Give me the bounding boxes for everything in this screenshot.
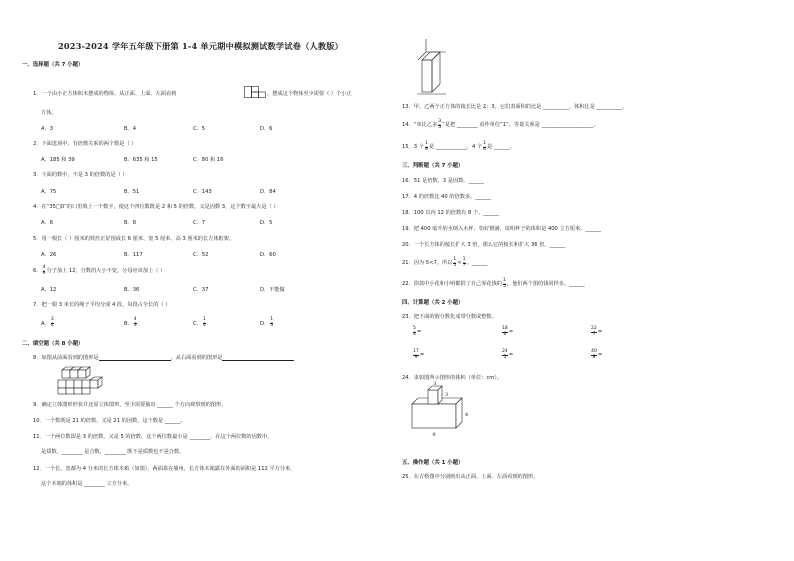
section-heading-calc: 四、计算题（共 2 小题） bbox=[402, 300, 464, 306]
q2-option-c[interactable]: C．80 和 16 bbox=[193, 157, 224, 163]
question-12-text: 12．一个长、宽都为 4 分米的长方体木箱（如图），两面靠在墙角，长方体木箱露在外面的面积是 112 平方分米， bbox=[33, 466, 296, 472]
q24-label-top: 3 bbox=[433, 381, 437, 387]
question-13-text: 13．甲、乙两个正方体的棱长比是 2：3，它们表面积的比是 __________，体积比是 __________。 bbox=[402, 104, 628, 110]
q3-option-a[interactable]: A．75 bbox=[41, 189, 57, 195]
question-1-text-end: 方体。 bbox=[41, 110, 57, 116]
question-7-text: 7．把一根 3 米长的绳子平均分成 4 段，每段占全长的（ ） bbox=[33, 302, 171, 308]
question-6-text: 6． $\frac{4}{9}$ 分子加上 12，分数的大小不变，分母应该加上（ ） bbox=[33, 265, 166, 276]
q23-item-6: $\frac{40}{8}$ = bbox=[591, 349, 603, 360]
section-heading-judge: 三、判断题（共 7 小题） bbox=[402, 163, 464, 169]
question-3-text: 3．下面的数中，不是 3 的倍数的是（ ） bbox=[33, 172, 128, 178]
question-17-text: 17．4 的倍数比 40 的倍数多。______ bbox=[402, 194, 491, 200]
q6-option-b[interactable]: B．36 bbox=[124, 287, 140, 293]
section-heading-fill: 二、填空题（共 8 小题） bbox=[22, 341, 84, 347]
q5-option-b[interactable]: B．117 bbox=[124, 252, 143, 258]
q23-item-2: $\frac{18}{6}$ = bbox=[502, 326, 514, 337]
q1-option-a[interactable]: A．3 bbox=[41, 126, 54, 132]
q5-option-c[interactable]: C．52 bbox=[193, 252, 209, 258]
q7-option-b[interactable]: B． $\frac{4}{3}$ bbox=[124, 317, 137, 328]
question-24-text: 24．求如图所示图形的体积（单位：cm）。 bbox=[402, 375, 503, 381]
q2-option-a[interactable]: A．185 和 39 bbox=[41, 157, 75, 163]
q1-option-c[interactable]: C．5 bbox=[193, 126, 206, 132]
question-22-text: 22．捐款中小花和小明都捐了自己零花钱的 $\frac{1}{5}$ ，他们两个捐的钱同样多。______ bbox=[402, 278, 585, 289]
question-11-text: 11．一个两位数即是 3 的倍数，又是 5 的倍数，这个两位数最小是 ________，在这个两位数的因数中， bbox=[33, 434, 273, 440]
question-21-text: 21．因为 5<7，所以 $\frac{1}{5}$ < $\frac{1}{7}$ 。______ bbox=[402, 257, 488, 268]
question-25-text: 25．在方格图中分别画出从正面、上面、左面看到的图形。 bbox=[402, 474, 539, 480]
q23-item-5: $\frac{24}{5}$ = bbox=[502, 349, 514, 360]
question-4-text: 4．在“35□0”的口里填上一个数字，使这个四位数既是 2 和 5 的倍数，又是因数 3，这个数字最大是（ ） bbox=[33, 204, 279, 210]
q12-box-corner-figure bbox=[416, 38, 450, 98]
q7-option-a[interactable]: A． $\frac{3}{4}$ bbox=[41, 317, 54, 328]
q4-option-b[interactable]: B．8 bbox=[124, 220, 137, 226]
section-heading-operate: 五、操作题（共 1 小题） bbox=[402, 460, 464, 466]
question-5-text: 5．用一根长（ ）厘米的铁丝正好围成长 6 厘米、宽 5 厘米、高 3 厘米的长方体框架。 bbox=[33, 236, 235, 242]
question-20-text: 20．一个长方体的棱长扩大 3 倍，那么它的棱长和扩大 36 倍。______ bbox=[402, 242, 566, 248]
q3-option-d[interactable]: D．84 bbox=[260, 189, 276, 195]
q6-fraction: $\frac{4}{9}$ bbox=[42, 265, 46, 276]
question-10-text: 10．一个数既是 21 的倍数，又是 21 的因数，这个数是 ______。 bbox=[33, 418, 186, 424]
question-18-text: 18．100 以内 12 的倍数有 8 个。______ bbox=[402, 210, 499, 216]
q1-option-d[interactable]: D．6 bbox=[260, 126, 273, 132]
q6-option-d[interactable]: D．不能做 bbox=[260, 287, 285, 293]
q23-item-4: $\frac{17}{9}$ = bbox=[413, 349, 425, 360]
q3-option-b[interactable]: B．51 bbox=[124, 189, 140, 195]
question-19-text: 19．把 400 毫升的水倒入水杯，恰好倒满，说明杯子的体积是 400 立方厘米。______ bbox=[402, 226, 601, 232]
q8-answer-blank-2[interactable] bbox=[222, 355, 294, 361]
q24-label-side: 3 bbox=[445, 392, 449, 398]
q8-cube-figure bbox=[56, 366, 112, 396]
question-23-text: 23．把下面的假分数化成带分数或整数。 bbox=[402, 314, 497, 320]
q14-fraction: $\frac{3}{5}$ bbox=[438, 119, 442, 130]
question-9-text: 9．确定立体图形形状并还原立体图形，至少需要抽出 ______ 个方向观察到的图形。 bbox=[33, 402, 227, 408]
question-14-text: 14．“单比乙多 $\frac{3}{5}$ ”是把 ________ 看作单位“1”，等量关系是 ____________________。 bbox=[402, 119, 599, 130]
q7-option-c[interactable]: C． $\frac{1}{4}$ bbox=[193, 317, 206, 328]
q2-option-b[interactable]: B．635 和 15 bbox=[124, 157, 158, 163]
q7-option-d[interactable]: D． $\frac{1}{3}$ bbox=[260, 317, 274, 328]
q4-option-a[interactable]: A．6 bbox=[41, 220, 54, 226]
q8-answer-blank-1[interactable] bbox=[99, 355, 171, 361]
question-16-text: 16．51 是倍数，3 是因数。______ bbox=[402, 178, 485, 184]
page-title: 2023-2024 学年五年级下册第 1-4 单元期中模拟测试数学试卷（人教版） bbox=[58, 41, 344, 51]
question-15-text: 15．3 个 $\frac{1}{8}$ 是 ____________，4 个 $\frac{1}{4}$ 是 ______。 bbox=[402, 141, 515, 152]
question-1-text-cont: ，摆成这个物体至少需要（ ）个小正 bbox=[267, 91, 352, 97]
question-2-text: 2．下面选项中，有倍数关系的两个数是（ ） bbox=[33, 141, 137, 147]
question-11-text-cont: 是质数，________ 是合数，________ 既不是质数也不是合数。 bbox=[41, 449, 185, 455]
q4-option-d[interactable]: D．5 bbox=[260, 220, 273, 226]
section-heading-choice: 一、选择题（共 7 小题） bbox=[22, 62, 84, 68]
question-12-text-cont: 这个木箱的体积是 ________ 立方分米。 bbox=[41, 481, 133, 487]
q23-item-3: $\frac{22}{7}$ = bbox=[591, 326, 603, 337]
question-8-text: 8．如图从前面看到的图形是 ，从右面看到的图形是 bbox=[33, 355, 294, 361]
q4-option-c[interactable]: C．7 bbox=[193, 220, 206, 226]
q5-option-d[interactable]: D．60 bbox=[260, 252, 276, 258]
q6-option-c[interactable]: C．37 bbox=[193, 287, 209, 293]
q6-option-a[interactable]: A．12 bbox=[41, 287, 57, 293]
q5-option-a[interactable]: A．26 bbox=[41, 252, 57, 258]
q24-solid-figure bbox=[408, 381, 470, 438]
q24-label-height: 4 bbox=[465, 412, 469, 418]
q23-item-1: $\frac{5}{4}$ = bbox=[413, 326, 422, 337]
q3-option-c[interactable]: C．143 bbox=[193, 189, 212, 195]
q24-label-length: 9 bbox=[432, 432, 436, 438]
q1-view-figure bbox=[244, 86, 266, 98]
question-1-text: 1．一个由小正方体积木摆成的物体，从正面、上面、左面看到 bbox=[33, 91, 177, 97]
q1-option-b[interactable]: B．4 bbox=[124, 126, 137, 132]
